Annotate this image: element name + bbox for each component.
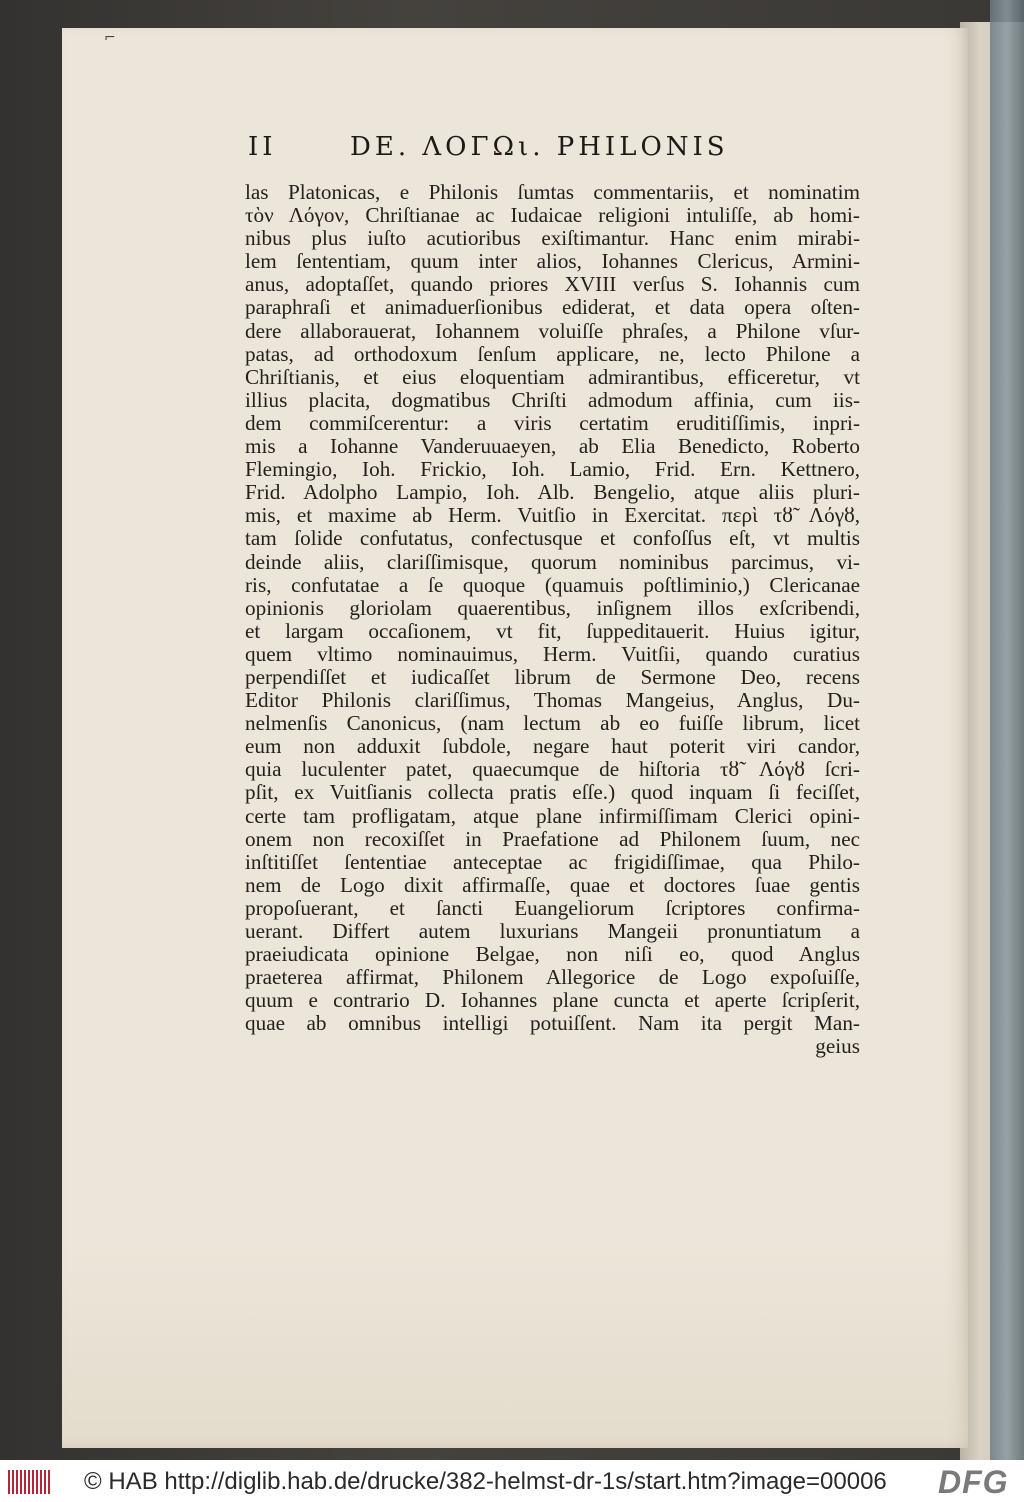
text-line: mis, et maxime ab Herm. Vuitſio in Exercitat. περὶ τȣ̃ Λόγȣ, (245, 503, 860, 528)
text-line: praeterea affirmat, Philonem Allegorice de Logo expoſuiſſe, (245, 965, 860, 990)
text-line: illius placita, dogmatibus Chriſti admodum affinia, cum iis- (245, 387, 860, 412)
text-line: nelmenſis Canonicus, (nam lectum ab eo fuiſſe librum, licet (245, 711, 860, 736)
footer-bar (0, 1460, 1024, 1502)
text-line: uerant. Differt autem luxurians Mangeii pronuntiatum a (245, 919, 860, 943)
barcode-icon (8, 1470, 52, 1494)
book-cover-edge (990, 0, 1024, 1460)
page-header (248, 132, 768, 168)
text-line: anus, adoptaſſet, quando priores XVIII verſus S. Iohannis cum (245, 272, 860, 297)
dfg-logo: DFG (938, 1464, 1009, 1500)
catchword: geius (815, 1034, 860, 1059)
text-line: et largam occaſionem, vt fit, ſuppeditauerit. Huius igitur, (245, 618, 860, 643)
text-line: inſtitiſſet ſententiae anteceptae ac frigidiſſimae, qua Philo- (245, 849, 860, 874)
page-corner-mark: ⌐ (104, 30, 116, 46)
text-line: las Platonicas, e Philonis ſumtas commentariis, et nominatim (245, 180, 860, 204)
text-line: certe tam profligatam, atque plane infirmiſſimam Clerici opini- (245, 803, 860, 828)
text-line: quem vltimo nominauimus, Herm. Vuitſii, quando curatius (245, 641, 860, 666)
text-line: dere allaborauerat, Iohannem voluiſſe phraſes, a Philone vſur- (245, 318, 860, 343)
text-line: deinde aliis, clariſſimisque, quorum nominibus parcimus, vi- (245, 549, 860, 574)
text-line: opinionis gloriolam quaerentibus, inſignem illos exſcribendi, (245, 595, 860, 620)
body-text (245, 181, 860, 1059)
text-line: nem de Logo dixit affirmaſſe, quae et doctores ſuae gentis (245, 872, 860, 897)
text-line: perpendiſſet et iudicaſſet librum de Sermone Deo, recens (245, 664, 860, 689)
text-line: tam ſolide confutatus, confectusque et confoſſus eſt, vt multis (245, 526, 860, 551)
text-line: nibus plus iuſto acutioribus exiſtimantur. Hanc enim mirabi- (245, 226, 860, 251)
text-line: τὸν Λόγον, Chriſtianae ac Iudaicae religioni intuliſſe, ab homi- (245, 203, 860, 228)
page-shading (62, 1240, 968, 1448)
copyright-url[interactable]: © HAB http://diglib.hab.de/drucke/382-helmst-dr-1s/start.htm?image=00006 (84, 1468, 887, 1495)
text-line: eum non adduxit ſubdole, negare haut poterit viri candor, (245, 734, 860, 759)
text-line: mis a Iohanne Vanderuuaeyen, ab Elia Benedicto, Roberto (245, 434, 860, 459)
text-line: patas, ad orthodoxum ſenſum applicare, ne, lecto Philone a (245, 341, 860, 366)
text-line: lem ſententiam, quum inter alios, Iohannes Clericus, Armini- (245, 249, 860, 274)
page-number: II (248, 132, 277, 162)
text-line: Frid. Adolpho Lampio, Ioh. Alb. Bengelio, atque aliis pluri- (245, 480, 860, 505)
text-line: quum e contrario D. Iohannes plane cuncta et aperte ſcripſerit, (245, 988, 860, 1013)
text-line: paraphraſi et animaduerſionibus ediderat, et data opera oſten- (245, 295, 860, 320)
text-line: pſit, ex Vuitſianis collecta pratis eſſe.) quod inquam ſi feciſſet, (245, 780, 860, 805)
text-line: ris, confutatae a ſe quoque (quamuis poſtliminio,) Clericanae (245, 572, 860, 597)
text-line: Flemingio, Ioh. Frickio, Ioh. Lamio, Frid. Ern. Kettnero, (245, 457, 860, 482)
text-line: dem commiſcerentur: a viris certatim eruditiſſimis, inpri- (245, 410, 860, 435)
text-line: onem non recoxiſſet in Praefatione ad Philonem ſuum, nec (245, 826, 860, 851)
text-line: Chriſtianis, et eius eloquentiam admirantibus, efficeretur, vt (245, 364, 860, 389)
text-line: quia luculenter patet, quaecumque de hiſtoria τȣ̃ Λόγȣ ſcri- (245, 757, 860, 782)
text-line: quae ab omnibus intelligi potuiſſent. Nam ita pergit Man- (245, 1011, 860, 1036)
running-title: DE. ΛΟΓΩι. PHILONIS (350, 132, 729, 162)
text-line: praeiudicata opinione Belgae, non niſi eo, quod Anglus (245, 942, 860, 967)
text-line: Editor Philonis clariſſimus, Thomas Mangeius, Anglus, Du- (245, 688, 860, 713)
text-line: propoſuerant, et ſancti Euangeliorum ſcriptores confirma- (245, 895, 860, 920)
